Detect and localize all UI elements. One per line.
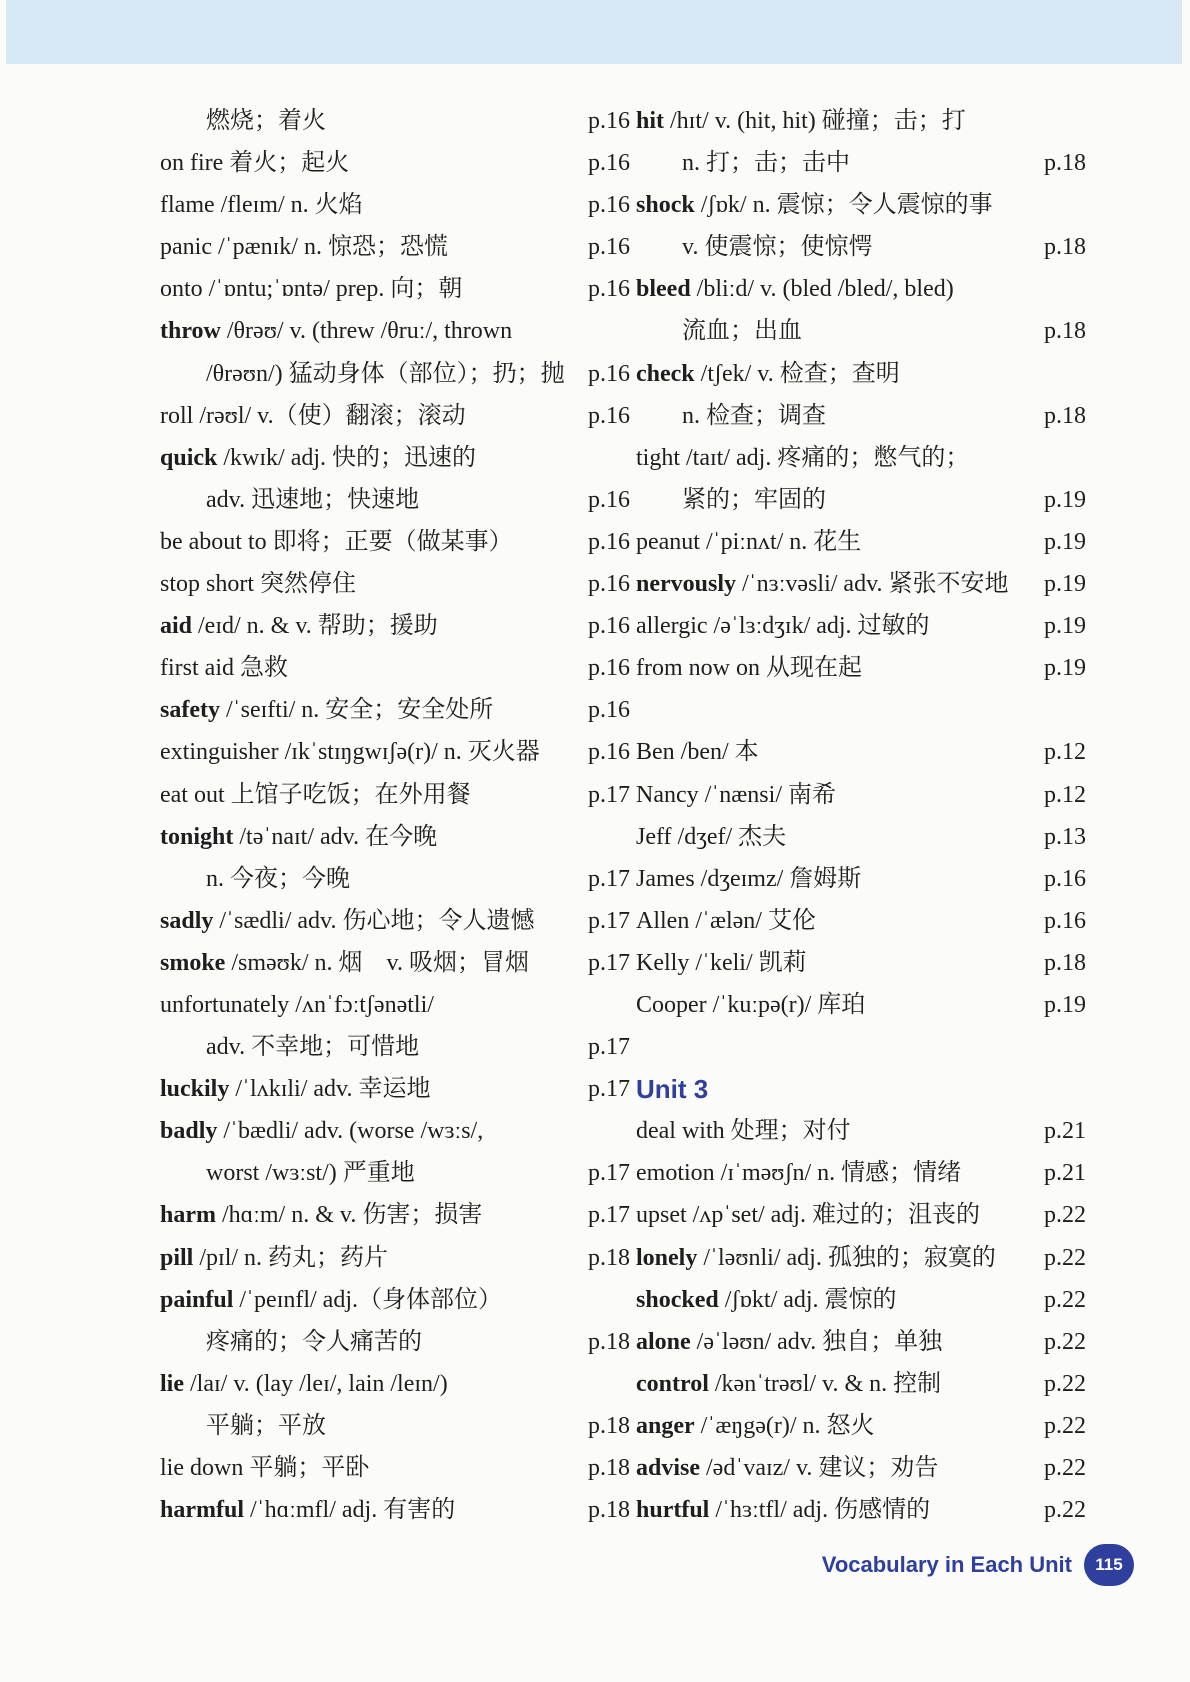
entry-definition: upset /ʌpˈset/ adj. 难过的；沮丧的	[636, 1202, 980, 1229]
entry-headword: advise	[636, 1455, 701, 1481]
entry-headword: quick	[160, 444, 218, 471]
vocabulary-entry	[160, 1279, 630, 1321]
entry-definition: from now on 从现在起	[636, 655, 862, 682]
entry-page-ref: p.16	[588, 528, 630, 555]
entry-definition: on fire 着火；起火	[160, 150, 350, 177]
entry-definition: unfortunately /ʌnˈfɔːtʃənətli/	[160, 991, 434, 1018]
entry-definition: /kənˈtrəʊl/ v. & n. 控制	[708, 1370, 942, 1397]
entry-page-ref: p.16	[588, 360, 630, 387]
entry-definition: 燃烧；着火	[206, 108, 326, 134]
entry-headword: lonely	[636, 1244, 698, 1271]
entry-headword: badly	[160, 1118, 218, 1145]
entry-definition: /ˈləʊnli/ adj. 孤独的；寂寞的	[697, 1244, 996, 1271]
entry-page-ref: p.17	[588, 1202, 630, 1229]
vocabulary-entry	[160, 184, 630, 226]
entry-definition: /pɪl/ n. 药丸；药片	[193, 1244, 389, 1271]
entry-page-ref: p.18	[1044, 318, 1086, 345]
entry-headword: alone	[636, 1328, 691, 1355]
entry-page-ref: p.17	[588, 865, 630, 892]
vocabulary-entry	[160, 731, 630, 773]
entry-page-ref: p.22	[1044, 1328, 1086, 1355]
entry-page-ref: p.19	[1044, 991, 1086, 1018]
entry-definition: /ˈæŋgə(r)/ n. 怒火	[694, 1412, 875, 1439]
vocabulary-entry	[160, 1237, 630, 1279]
vocabulary-entry	[160, 100, 630, 142]
entry-definition: /eɪd/ n. & v. 帮助；援助	[192, 613, 438, 640]
entry-definition: n. 检查；调查	[682, 402, 826, 429]
vocabulary-entry	[160, 1026, 630, 1068]
entry-definition: allergic /əˈlɜːdʒɪk/ adj. 过敏的	[636, 613, 930, 640]
vocabulary-entry	[636, 1237, 1086, 1279]
vocabulary-entry	[160, 1321, 630, 1363]
entry-page-ref: p.16	[588, 402, 630, 429]
entry-definition: /ˈhɑːmfl/ adj. 有害的	[244, 1497, 456, 1524]
entry-headword: painful	[160, 1286, 234, 1313]
entry-definition: Nancy /ˈnænsi/ 南希	[636, 781, 836, 808]
vocabulary-entry	[160, 984, 630, 1026]
vocabulary-entry	[636, 100, 1086, 142]
vocabulary-entry	[636, 942, 1086, 984]
vocabulary-entry	[636, 647, 1086, 689]
entry-definition: /ˈnɜːvəsli/ adv. 紧张不安地	[736, 571, 1009, 598]
entry-definition: /hɑːm/ n. & v. 伤害；损害	[216, 1202, 483, 1229]
vocabulary-entry	[636, 226, 1086, 268]
entry-headword: nervously	[636, 571, 737, 598]
vocabulary-entry	[160, 1068, 630, 1110]
entry-headword: throw	[160, 318, 221, 345]
entry-page-ref: p.16	[1044, 907, 1086, 934]
entry-page-ref: p.19	[1044, 655, 1086, 682]
entry-page-ref: p.21	[1044, 1118, 1086, 1145]
entry-definition: stop short 突然停住	[160, 571, 357, 598]
entry-definition: /ˈsædli/ adv. 伤心地；令人遗憾	[213, 907, 535, 934]
entry-page-ref: p.18	[588, 1412, 630, 1439]
entry-headword: check	[636, 360, 695, 387]
vocabulary-entry	[160, 774, 630, 816]
entry-page-ref: p.22	[1044, 1497, 1086, 1524]
entry-page-ref: p.22	[1044, 1370, 1086, 1397]
entry-definition: Allen /ˈælən/ 艾伦	[636, 907, 816, 934]
entry-page-ref: p.17	[588, 1076, 630, 1103]
entry-definition: /ˈbædli/ adv. (worse /wɜːs/,	[217, 1118, 484, 1145]
entry-definition: /sməʊk/ n. 烟 v. 吸烟；冒烟	[225, 949, 529, 976]
vocabulary-entry	[160, 689, 630, 731]
unit-heading: Unit 3	[636, 1074, 709, 1105]
vocabulary-entry	[636, 816, 1086, 858]
page-footer	[822, 1544, 1134, 1586]
vocabulary-entry	[636, 184, 1086, 226]
vocabulary-entry	[160, 1489, 630, 1531]
entry-page-ref: p.16	[588, 739, 630, 766]
entry-definition: first aid 急救	[160, 655, 288, 682]
entry-definition: /hɪt/ v. (hit, hit) 碰撞；击；打	[664, 108, 966, 134]
entry-page-ref: p.18	[1044, 150, 1086, 177]
vocabulary-entry	[636, 1110, 1086, 1152]
entry-definition: /əˈləʊn/ adv. 独自；单独	[690, 1328, 943, 1355]
entry-definition: adv. 不幸地；可惜地	[206, 1034, 420, 1061]
entry-definition: Cooper /ˈkuːpə(r)/ 库珀	[636, 991, 866, 1018]
entry-definition: 疼痛的；令人痛苦的	[206, 1328, 422, 1355]
entry-page-ref: p.16	[588, 571, 630, 598]
vocabulary-entry	[160, 858, 630, 900]
entry-page-ref: p.17	[588, 907, 630, 934]
entry-definition: /ˈseɪfti/ n. 安全；安全处所	[219, 697, 494, 724]
entry-definition: /ˈpeɪnfl/ adj.（身体部位）	[233, 1286, 503, 1313]
vocabulary-column-left	[160, 100, 630, 1531]
vocabulary-entry	[160, 942, 630, 984]
entry-definition: eat out 上馆子吃饭；在外用餐	[160, 781, 471, 808]
vocabulary-entry	[636, 310, 1086, 352]
vocabulary-entry	[160, 1405, 630, 1447]
entry-definition: /θrəʊn/) 猛动身体（部位）；扔；抛	[206, 360, 565, 387]
entry-definition: /ədˈvaɪz/ v. 建议；劝告	[700, 1455, 939, 1481]
vocabulary-entry	[636, 395, 1086, 437]
entry-definition: Ben /ben/ 本	[636, 739, 759, 766]
vocabulary-entry	[636, 900, 1086, 942]
entry-headword: pill	[160, 1244, 194, 1271]
entry-page-ref: p.19	[1044, 528, 1086, 555]
entry-page-ref: p.18	[588, 1455, 630, 1481]
vocabulary-entry	[160, 647, 630, 689]
entry-definition: James /dʒeɪmz/ 詹姆斯	[636, 865, 862, 892]
vocabulary-entry	[160, 310, 630, 352]
vocabulary-entry	[160, 437, 630, 479]
vocabulary-entry	[636, 1321, 1086, 1363]
top-color-band	[6, 0, 1182, 64]
entry-definition: flame /fleɪm/ n. 火焰	[160, 192, 363, 219]
entry-page-ref: p.18	[588, 1328, 630, 1355]
entry-page-ref: p.16	[588, 108, 630, 134]
entry-headword: tonight	[160, 823, 234, 850]
entry-definition: /ʃɒk/ n. 震惊；令人震惊的事	[694, 192, 993, 219]
entry-page-ref: p.19	[1044, 613, 1086, 640]
entry-headword: hit	[636, 108, 665, 134]
vocabulary-entry	[636, 984, 1086, 1026]
entry-page-ref: p.19	[1044, 571, 1086, 598]
entry-definition: n. 今夜；今晚	[206, 865, 350, 892]
spacer	[636, 689, 1086, 731]
vocabulary-entry	[160, 1110, 630, 1152]
vocabulary-entry	[636, 1194, 1086, 1236]
entry-page-ref: p.22	[1044, 1202, 1086, 1229]
vocabulary-entry	[636, 605, 1086, 647]
entry-page-ref: p.22	[1044, 1412, 1086, 1439]
entry-definition: /tʃek/ v. 检查；查明	[694, 360, 900, 387]
footer-title: Vocabulary in Each Unit	[821, 1552, 1072, 1577]
entry-page-ref: p.18	[1044, 234, 1086, 261]
entry-page-ref: p.21	[1044, 1160, 1086, 1187]
vocabulary-entry	[636, 353, 1086, 395]
vocabulary-entry	[160, 1152, 630, 1194]
entry-page-ref: p.17	[588, 949, 630, 976]
vocabulary-entry	[160, 353, 630, 395]
entry-headword: safety	[160, 697, 220, 724]
vocabulary-entry	[636, 1447, 1086, 1489]
vocabulary-entry	[160, 816, 630, 858]
entry-page-ref: p.16	[588, 697, 630, 724]
entry-page-ref: p.17	[588, 1034, 630, 1061]
entry-headword: shock	[636, 192, 695, 219]
entry-page-ref: p.12	[1044, 739, 1086, 766]
entry-headword: hurtful	[636, 1497, 710, 1524]
entry-headword: aid	[160, 613, 193, 640]
entry-definition: v. 使震惊；使惊愕	[682, 234, 873, 261]
vocabulary-entry	[636, 142, 1086, 184]
entry-page-ref: p.19	[1044, 486, 1086, 513]
entry-headword: smoke	[160, 949, 226, 976]
entry-definition: worst /wɜːst/) 严重地	[206, 1160, 415, 1187]
vocabulary-entry	[160, 142, 630, 184]
entry-page-ref: p.22	[1044, 1286, 1086, 1313]
entry-headword: harm	[160, 1202, 216, 1229]
entry-definition: Kelly /ˈkeli/ 凯莉	[636, 949, 807, 976]
entry-definition: Jeff /dʒef/ 杰夫	[636, 823, 787, 850]
vocabulary-entry	[160, 605, 630, 647]
entry-definition: roll /rəʊl/ v.（使）翻滚；滚动	[160, 402, 466, 429]
entry-definition: /təˈnaɪt/ adv. 在今晚	[233, 823, 438, 850]
entry-headword: sadly	[160, 907, 214, 934]
entry-definition: /ˈlʌkɪli/ adv. 幸运地	[229, 1076, 431, 1103]
entry-definition: /ˈhɜːtfl/ adj. 伤感情的	[709, 1497, 931, 1524]
entry-definition: /θrəʊ/ v. (threw /θruː/, thrown	[220, 318, 513, 345]
vocabulary-entry	[636, 1363, 1086, 1405]
entry-page-ref: p.18	[588, 1244, 630, 1271]
vocabulary-entry	[636, 521, 1086, 563]
vocabulary-entry	[160, 1447, 630, 1489]
vocabulary-entry	[160, 226, 630, 268]
entry-definition: n. 打；击；击中	[682, 150, 850, 177]
entry-page-ref: p.17	[588, 781, 630, 808]
vocabulary-entry	[636, 774, 1086, 816]
entry-definition: panic /ˈpænɪk/ n. 惊恐；恐慌	[160, 234, 448, 261]
vocabulary-entry	[160, 563, 630, 605]
vocabulary-column-right	[636, 100, 1086, 1531]
entry-definition: /laɪ/ v. (lay /leɪ/, lain /leɪn/)	[184, 1370, 448, 1397]
vocabulary-entry	[160, 900, 630, 942]
vocabulary-entry	[636, 1405, 1086, 1447]
entry-page-ref: p.17	[588, 1160, 630, 1187]
vocabulary-entry	[160, 479, 630, 521]
vocabulary-entry	[636, 563, 1086, 605]
entry-page-ref: p.12	[1044, 781, 1086, 808]
entry-definition: onto /ˈɒntu;ˈɒntə/ prep. 向；朝	[160, 276, 463, 303]
entry-page-ref: p.16	[588, 234, 630, 261]
entry-headword: harmful	[160, 1497, 244, 1524]
vocabulary-entry	[636, 268, 1086, 310]
entry-headword: luckily	[160, 1076, 230, 1103]
entry-definition: deal with 处理；对付	[636, 1118, 851, 1145]
entry-definition: be about to 即将；正要（做某事）	[160, 528, 513, 555]
entry-page-ref: p.13	[1044, 823, 1086, 850]
vocabulary-entry	[160, 521, 630, 563]
entry-definition: emotion /ɪˈməʊʃn/ n. 情感；情绪	[636, 1160, 962, 1187]
vocabulary-entry	[636, 437, 1086, 479]
entry-page-ref: p.16	[588, 192, 630, 219]
spacer	[636, 1026, 1086, 1068]
vocabulary-entry	[636, 1152, 1086, 1194]
vocabulary-entry	[636, 858, 1086, 900]
vocabulary-entry	[636, 1489, 1086, 1531]
entry-headword: lie	[160, 1370, 184, 1397]
entry-page-ref: p.22	[1044, 1455, 1086, 1481]
entry-definition: tight /taɪt/ adj. 疼痛的；憋气的；	[636, 444, 970, 471]
entry-headword: anger	[636, 1412, 695, 1439]
vocabulary-entry	[160, 395, 630, 437]
entry-page-ref: p.16	[588, 486, 630, 513]
entry-page-ref: p.18	[1044, 402, 1086, 429]
entry-definition: extinguisher /ɪkˈstɪŋgwɪʃə(r)/ n. 灭火器	[160, 739, 540, 766]
vocabulary-entry	[636, 1279, 1086, 1321]
vocabulary-entry	[160, 1363, 630, 1405]
entry-definition: /ʃɒkt/ adj. 震惊的	[718, 1286, 897, 1313]
entry-page-ref: p.22	[1044, 1244, 1086, 1271]
entry-definition: /bliːd/ v. (bled /bled/, bled)	[690, 276, 954, 303]
vocabulary-entry	[636, 479, 1086, 521]
entry-page-ref: p.18	[1044, 949, 1086, 976]
entry-headword: shocked	[636, 1286, 719, 1313]
vocabulary-entry	[636, 731, 1086, 773]
entry-definition: /kwɪk/ adj. 快的；迅速的	[217, 444, 477, 471]
entry-headword: bleed	[636, 276, 691, 303]
entry-headword: control	[636, 1370, 709, 1397]
entry-definition: 平躺；平放	[206, 1412, 326, 1439]
vocabulary-entry	[160, 1194, 630, 1236]
entry-page-ref: p.16	[588, 613, 630, 640]
entry-definition: lie down 平躺；平卧	[160, 1455, 370, 1481]
entry-page-ref: p.16	[588, 276, 630, 303]
entry-page-ref: p.18	[588, 1497, 630, 1524]
entry-page-ref: p.16	[1044, 865, 1086, 892]
entry-definition: peanut /ˈpiːnʌt/ n. 花生	[636, 528, 862, 555]
entry-page-ref: p.16	[588, 655, 630, 682]
page-number-badge: 115	[1084, 1544, 1134, 1586]
entry-definition: 紧的；牢固的	[682, 486, 826, 513]
entry-definition: 流血；出血	[682, 318, 802, 345]
vocabulary-entry	[160, 268, 630, 310]
entry-page-ref: p.16	[588, 150, 630, 177]
entry-definition: adv. 迅速地；快速地	[206, 486, 420, 513]
